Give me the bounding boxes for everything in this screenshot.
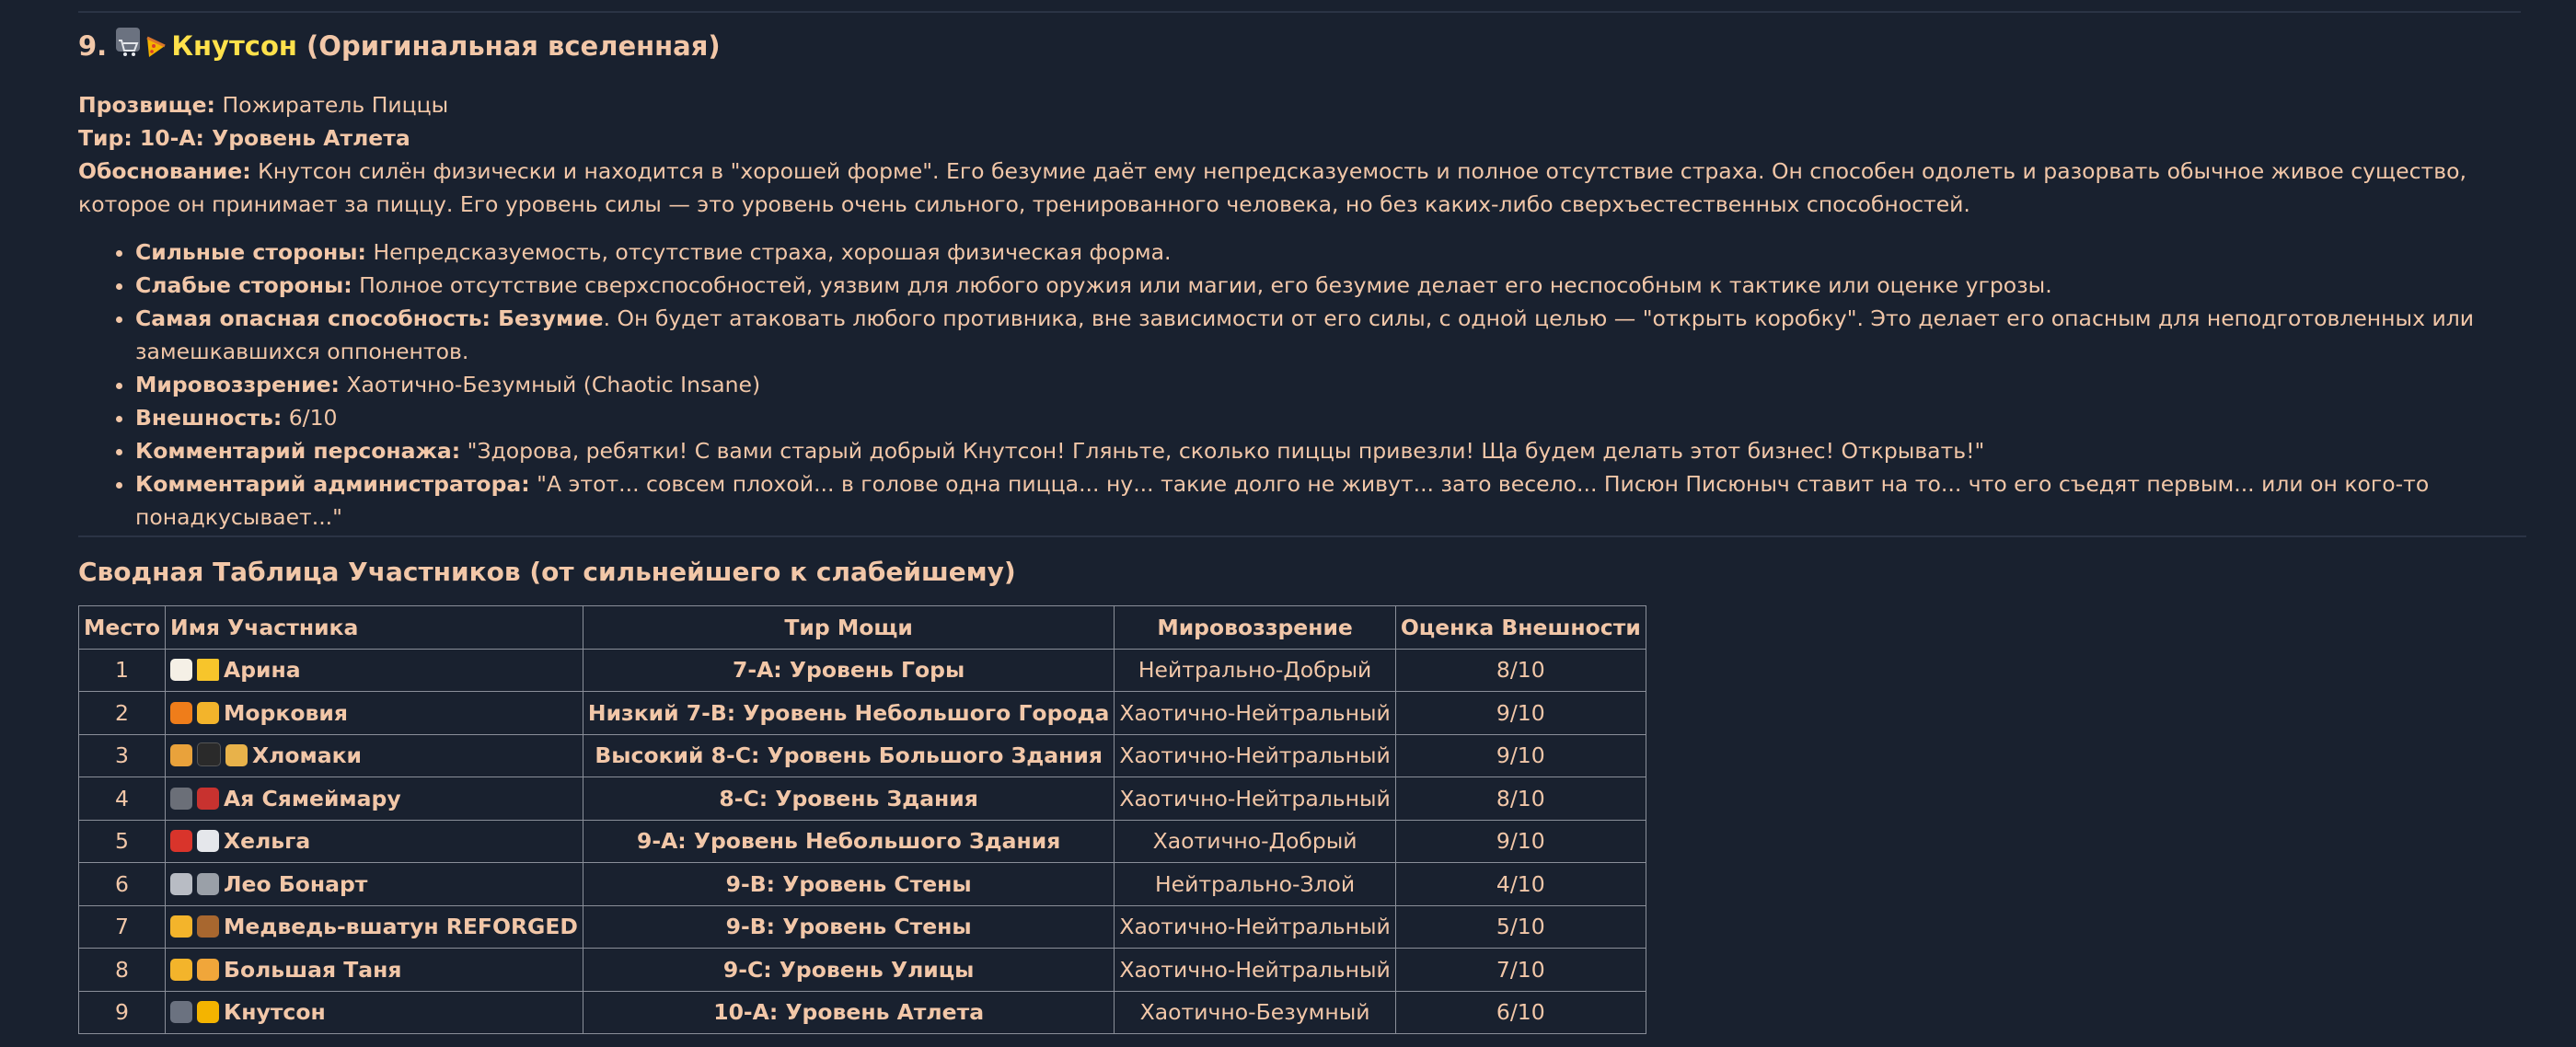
list-item bbox=[135, 434, 2526, 467]
place-cell: 2 bbox=[79, 692, 166, 735]
list-item bbox=[135, 269, 2526, 302]
justification-label: Обоснование: bbox=[78, 158, 251, 184]
name-cell bbox=[166, 777, 583, 821]
table-row bbox=[79, 649, 1646, 692]
tier-cell: Высокий 8-С: Уровень Большого Здания bbox=[583, 734, 1114, 777]
wolf-icon bbox=[197, 873, 219, 895]
alignment-cell: Хаотично-Добрый bbox=[1115, 820, 1395, 863]
property-text: 6/10 bbox=[288, 405, 338, 431]
fencer-icon bbox=[197, 830, 219, 852]
alignment-cell: Хаотично-Нейтральный bbox=[1115, 777, 1395, 821]
fist-icon bbox=[170, 915, 192, 938]
nickname-label: Прозвище: bbox=[78, 92, 215, 118]
bear-icon bbox=[197, 915, 219, 938]
alignment-cell: Нейтрально-Злой bbox=[1115, 863, 1395, 906]
place-cell: 6 bbox=[79, 863, 166, 906]
table-row bbox=[79, 820, 1646, 863]
cat-icon bbox=[170, 744, 192, 766]
participant-name: Большая Таня bbox=[224, 956, 402, 983]
property-text: "Здорова, ребятки! С вами старый добрый Кнутсон! Гляньте, сколько пиццы привезли! Ща будем делать этот бизнес! Открывать!" bbox=[467, 438, 1985, 464]
place-cell: 9 bbox=[79, 991, 166, 1034]
name-cell bbox=[166, 734, 583, 777]
black-square-icon bbox=[197, 742, 221, 766]
table-row bbox=[79, 905, 1646, 949]
participant-name: Кнутсон bbox=[224, 999, 326, 1026]
place-cell: 1 bbox=[79, 649, 166, 692]
header-alignment: Мировоззрение bbox=[1115, 606, 1395, 650]
property-label: Комментарий персонажа: bbox=[135, 438, 461, 464]
table-row bbox=[79, 863, 1646, 906]
dancer-icon bbox=[170, 830, 192, 852]
properties-list bbox=[78, 236, 2526, 534]
alignment-cell: Нейтрально-Добрый bbox=[1115, 649, 1395, 692]
table-row bbox=[79, 991, 1646, 1034]
tier-cell: 9-В: Уровень Стены bbox=[583, 863, 1114, 906]
character-heading bbox=[78, 24, 2526, 68]
pizza-icon bbox=[197, 1001, 219, 1023]
tier-cell: 7-А: Уровень Горы bbox=[583, 649, 1114, 692]
place-cell: 7 bbox=[79, 905, 166, 949]
participant-name: Ая Сямеймару bbox=[224, 785, 401, 811]
participant-name: Морковия bbox=[224, 699, 348, 726]
list-item bbox=[135, 236, 2526, 269]
participant-name: Хельга bbox=[224, 828, 311, 855]
tier-cell: 9-А: Уровень Небольшого Здания bbox=[583, 820, 1114, 863]
name-cell bbox=[166, 991, 583, 1034]
name-cell bbox=[166, 692, 583, 735]
table-row bbox=[79, 777, 1646, 821]
tier-label: Тир: 10-А: Уровень Атлета bbox=[78, 125, 410, 151]
header-tier: Тир Мощи bbox=[583, 606, 1114, 650]
nickname-line bbox=[78, 88, 2526, 121]
header-place: Место bbox=[79, 606, 166, 650]
list-item bbox=[135, 401, 2526, 434]
name-cell bbox=[166, 905, 583, 949]
place-cell: 3 bbox=[79, 734, 166, 777]
looks-cell: 8/10 bbox=[1395, 649, 1646, 692]
looks-cell: 8/10 bbox=[1395, 777, 1646, 821]
participant-name: Лео Бонарт bbox=[224, 870, 368, 897]
crossed-swords-icon bbox=[170, 873, 192, 895]
summary-table bbox=[78, 605, 1646, 1034]
justification-value: Кнутсон силён физически и находится в "хорошей форме". Его безумие даёт ему непредсказуемость и полное отсутствие страха. Он способен одолеть и разорвать обычное живое существо, которое он принимает за пиццу. Его уровень силы — это уровень очень сильного, тренированного человека, но без каких-либо сверхъестественных способностей. bbox=[78, 158, 2466, 217]
alignment-cell: Хаотично-Нейтральный bbox=[1115, 692, 1395, 735]
property-label: Мировоззрение: bbox=[135, 372, 340, 397]
header-looks: Оценка Внешности bbox=[1395, 606, 1646, 650]
tier-cell: 10-А: Уровень Атлета bbox=[583, 991, 1114, 1034]
table-row bbox=[79, 734, 1646, 777]
place-cell: 8 bbox=[79, 949, 166, 992]
camera-icon bbox=[170, 788, 192, 810]
place-cell: 5 bbox=[79, 820, 166, 863]
character-number: 9. bbox=[78, 30, 108, 62]
alignment-cell: Хаотично-Нейтральный bbox=[1115, 949, 1395, 992]
alignment-cell: Хаотично-Безумный bbox=[1115, 991, 1395, 1034]
looks-cell: 6/10 bbox=[1395, 991, 1646, 1034]
property-label: Сильные стороны: bbox=[135, 239, 366, 265]
looks-cell: 9/10 bbox=[1395, 820, 1646, 863]
name-cell bbox=[166, 949, 583, 992]
tier-cell: Низкий 7-В: Уровень Небольшого Города bbox=[583, 692, 1114, 735]
participant-name: Хломаки bbox=[252, 742, 362, 769]
carrot-icon bbox=[170, 702, 192, 724]
looks-cell: 9/10 bbox=[1395, 692, 1646, 735]
property-text: Непредсказуемость, отсутствие страха, хорошая физическая форма. bbox=[373, 239, 1172, 265]
table-row bbox=[79, 949, 1646, 992]
character-name: Кнутсон bbox=[171, 30, 297, 62]
list-item bbox=[135, 302, 2526, 368]
property-text: Полное отсутствие сверхспособностей, уязвим для любого оружия или магии, его безумие делает его неспособным к тактике или оценке угрозы. bbox=[359, 272, 2052, 298]
boot-icon bbox=[197, 788, 219, 810]
list-item bbox=[135, 368, 2526, 401]
cart-icon bbox=[116, 28, 140, 52]
woman-icon bbox=[197, 959, 219, 981]
participant-name: Арина bbox=[224, 657, 301, 684]
tier-cell: 9-С: Уровень Улицы bbox=[583, 949, 1114, 992]
tier-cell: 8-С: Уровень Здания bbox=[583, 777, 1114, 821]
participant-name: Медведь-вшатун REFORGED bbox=[224, 914, 578, 940]
cart-icon bbox=[170, 1001, 192, 1023]
property-text: Хаотично-Безумный (Chaotic Insane) bbox=[346, 372, 761, 397]
property-label: Самая опасная способность: Безумие bbox=[135, 305, 604, 331]
justification-line bbox=[78, 155, 2526, 221]
list-item bbox=[135, 467, 2526, 534]
name-cell bbox=[166, 649, 583, 692]
looks-cell: 9/10 bbox=[1395, 734, 1646, 777]
name-cell bbox=[166, 863, 583, 906]
table-title: Сводная Таблица Участников (от сильнейшего к слабейшему) bbox=[78, 557, 1016, 587]
star-icon bbox=[197, 659, 219, 681]
alignment-cell: Хаотично-Нейтральный bbox=[1115, 905, 1395, 949]
looks-cell: 5/10 bbox=[1395, 905, 1646, 949]
princess-icon bbox=[225, 744, 248, 766]
character-universe: (Оригинальная вселенная) bbox=[306, 30, 721, 62]
name-cell bbox=[166, 820, 583, 863]
property-label: Слабые стороны: bbox=[135, 272, 352, 298]
tier-cell: 9-В: Уровень Стены bbox=[583, 905, 1114, 949]
chick-icon bbox=[170, 659, 192, 681]
property-text: "А этот... совсем плохой... в голове одна пицца... ну... такие долго не живут... зато весело... Писюн Писюныч ставит на то... что его съедят первым... или он кого-то понадкусывает..." bbox=[135, 471, 2430, 530]
looks-cell: 7/10 bbox=[1395, 949, 1646, 992]
nickname-value: Пожиратель Пиццы bbox=[222, 92, 449, 118]
place-cell: 4 bbox=[79, 777, 166, 821]
flexed-biceps-icon bbox=[197, 702, 219, 724]
pizza-icon bbox=[144, 28, 167, 52]
divider bbox=[78, 11, 2521, 13]
header-name: Имя Участника bbox=[166, 606, 583, 650]
property-text: . Он будет атаковать любого противника, вне зависимости от его силы, с одной целью — "открыть коробку". Это делает его опасным для неподготовленных или замешкавшихся оппонентов. bbox=[135, 305, 2475, 364]
table-header-row bbox=[79, 606, 1646, 650]
flexed-biceps-icon bbox=[170, 959, 192, 981]
tier-line bbox=[78, 121, 2526, 155]
property-label: Комментарий администратора: bbox=[135, 471, 530, 497]
chat-message bbox=[78, 24, 2526, 1034]
alignment-cell: Хаотично-Нейтральный bbox=[1115, 734, 1395, 777]
table-row bbox=[79, 692, 1646, 735]
property-label: Внешность: bbox=[135, 405, 283, 431]
looks-cell: 4/10 bbox=[1395, 863, 1646, 906]
divider bbox=[78, 535, 2526, 537]
